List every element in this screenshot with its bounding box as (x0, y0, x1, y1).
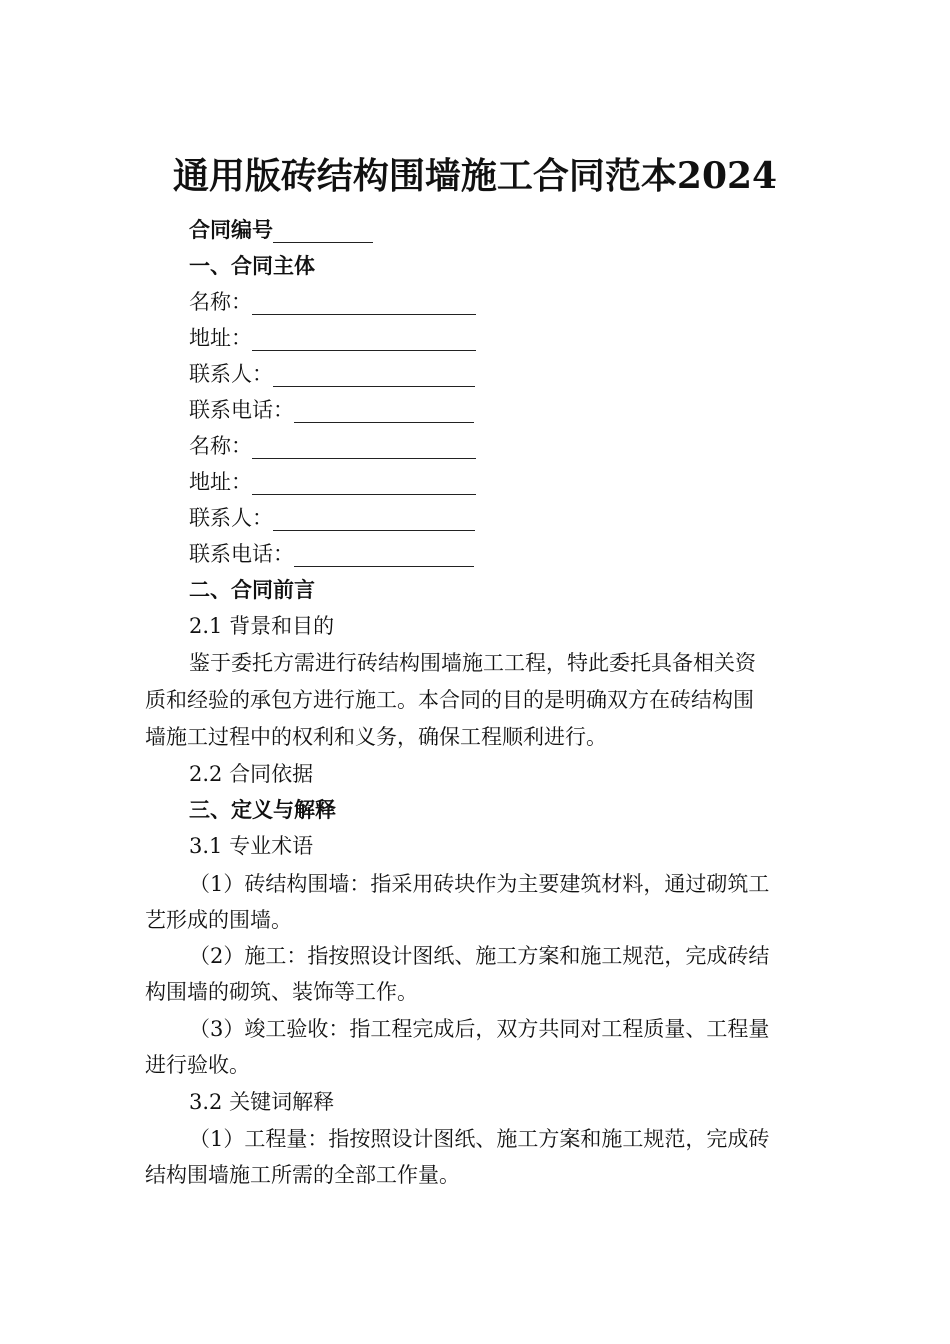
paragraph-line: （2）施工：指按照设计图纸、施工方案和施工规范，完成砖结 (189, 944, 770, 968)
party-b-contact-blank (273, 504, 475, 531)
paragraph-line: 结构围墙施工所需的全部工作量。 (145, 1163, 460, 1187)
party-a-name-label: 名称： (189, 290, 252, 314)
party-a-phone-line (189, 392, 474, 428)
document-title: 通用版砖结构围墙施工合同范本2024 (172, 155, 778, 197)
party-b-contact-line (189, 500, 475, 536)
party-b-name-label: 名称： (189, 434, 252, 458)
paragraph-line: 构围墙的砌筑、装饰等工作。 (145, 980, 418, 1004)
party-a-contact-label: 联系人： (189, 362, 273, 386)
section-heading-preamble: 二、合同前言 (189, 577, 315, 602)
party-a-name-line (189, 284, 476, 320)
paragraph-line: 进行验收。 (145, 1053, 250, 1077)
contract-number-label: 合同编号 (189, 217, 273, 242)
subsection-2-2-title: 2.2 合同依据 (189, 762, 314, 786)
section-heading-parties: 一、合同主体 (189, 253, 315, 278)
party-a-address-label: 地址： (189, 326, 252, 350)
party-a-phone-label: 联系电话： (189, 398, 294, 422)
paragraph-line: 鉴于委托方需进行砖结构围墙施工工程，特此委托具备相关资 (189, 651, 756, 675)
paragraph-line: 艺形成的围墙。 (145, 908, 292, 932)
contract-number-line (189, 212, 373, 248)
contract-number-blank (273, 216, 373, 243)
party-a-address-line (189, 320, 476, 356)
paragraph-line: 质和经验的承包方进行施工。本合同的目的是明确双方在砖结构围 (145, 688, 754, 712)
party-a-name-blank (252, 288, 476, 315)
subsection-3-2-title: 3.2 关键词解释 (189, 1090, 335, 1114)
party-b-phone-blank (294, 540, 474, 567)
paragraph-line: （3）竣工验收：指工程完成后，双方共同对工程质量、工程量 (189, 1017, 770, 1041)
party-b-contact-label: 联系人： (189, 506, 273, 530)
party-b-name-blank (252, 432, 476, 459)
party-b-phone-label: 联系电话： (189, 542, 294, 566)
party-b-address-label: 地址： (189, 470, 252, 494)
party-b-address-line (189, 464, 476, 500)
party-a-address-blank (252, 324, 476, 351)
paragraph-line: （1）工程量：指按照设计图纸、施工方案和施工规范，完成砖 (189, 1127, 770, 1151)
party-a-contact-blank (273, 360, 475, 387)
party-b-address-blank (252, 468, 476, 495)
subsection-3-1-title: 3.1 专业术语 (189, 834, 314, 858)
paragraph-line: （1）砖结构围墙：指采用砖块作为主要建筑材料，通过砌筑工 (189, 872, 770, 896)
section-heading-definitions: 三、定义与解释 (189, 797, 336, 822)
paragraph-line: 墙施工过程中的权利和义务，确保工程顺利进行。 (145, 725, 607, 749)
party-b-name-line (189, 428, 476, 464)
party-a-contact-line (189, 356, 475, 392)
subsection-2-1-title: 2.1 背景和目的 (189, 614, 335, 638)
party-b-phone-line (189, 536, 474, 572)
party-a-phone-blank (294, 396, 474, 423)
